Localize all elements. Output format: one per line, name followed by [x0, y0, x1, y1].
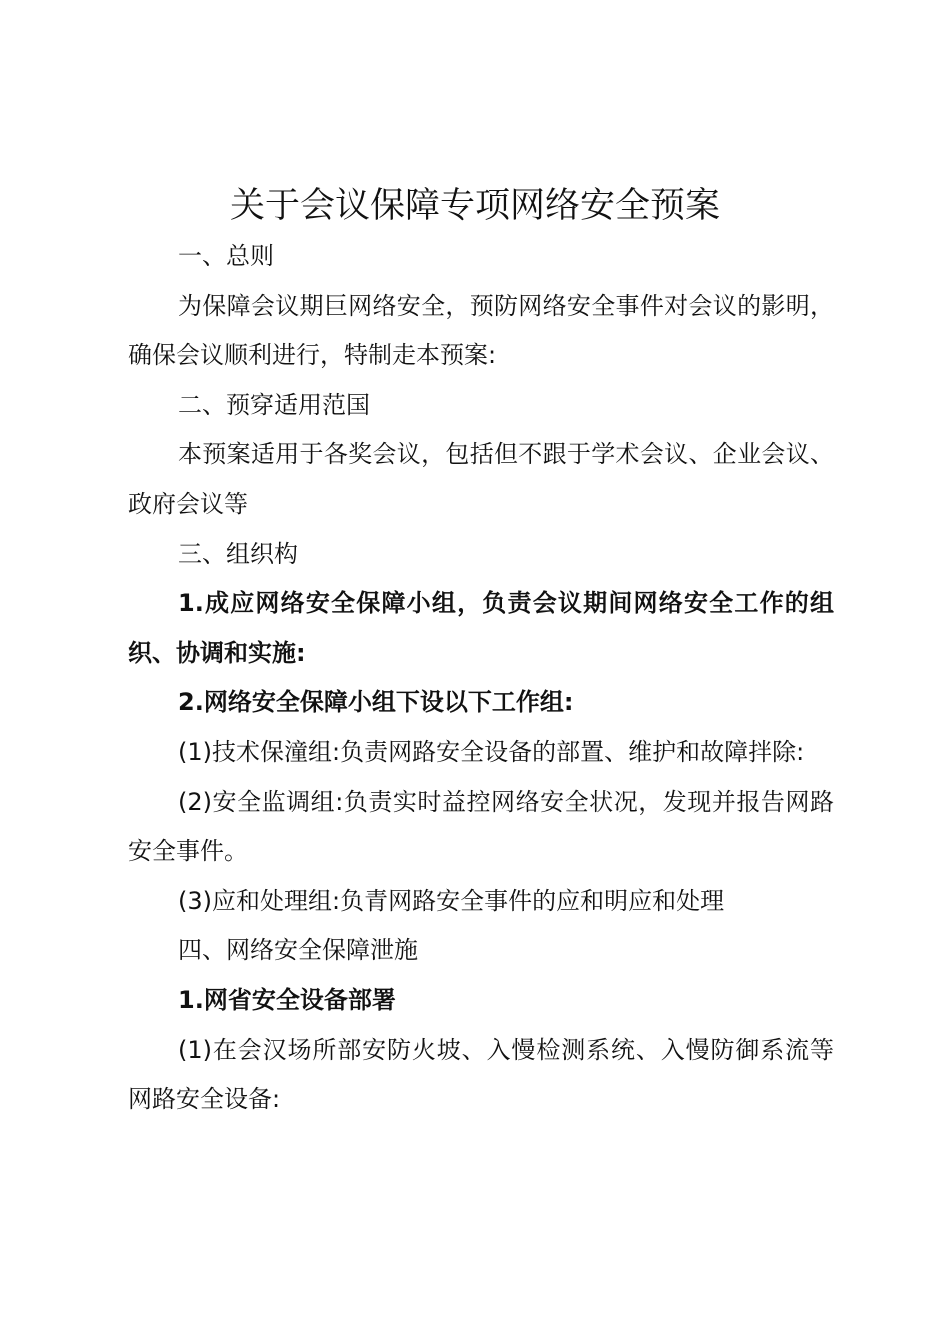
paragraph-subgroup-1: (1)技术保潼组:负责网路安全设备的部置、维护和故障拌除:	[178, 737, 805, 766]
paragraph-measure-item-1: 1.网省安全设备部署	[178, 985, 396, 1014]
section-heading-general: 一、总则	[178, 242, 274, 270]
paragraph-measure-subitem-1: (1)在会汉场所部安防火坡、入慢检测系统、入慢防御系流等网路安全设备:	[128, 1035, 834, 1114]
paragraph-scope: 本预案适用于各奖会议，包括但不跟于学术会议、企业会议、政府会议等	[128, 440, 834, 518]
section-heading-measures: 四、网络安全保障泄施	[178, 936, 418, 965]
document-title: 关于会议保障专项网络安全预案	[229, 186, 720, 226]
section-heading-organization: 三、组织构	[178, 539, 298, 568]
document-body	[128, 232, 834, 1125]
paragraph-org-item-1: 1.成应网络安全保障小组，负责会议期间网络安全工作的组织、协调和实施:	[128, 589, 834, 667]
paragraph-purpose: 为保障会议期巨网络安全，预防网络安全事件对会议的影明，确保会议顺利进行，特制走本预案:	[128, 291, 834, 370]
paragraph-subgroup-3: (3)应和处理组:负青网路安全事件的应和明应和处理	[178, 886, 725, 915]
paragraph-org-item-2: 2.网络安全保障小组下设以下工作组:	[178, 688, 574, 717]
paragraph-subgroup-2: (2)安全监调组:负责实时益控网络安全状况，发现并报告网路安全事件。	[128, 787, 834, 866]
section-heading-scope: 二、预穿适用范国	[178, 390, 370, 419]
